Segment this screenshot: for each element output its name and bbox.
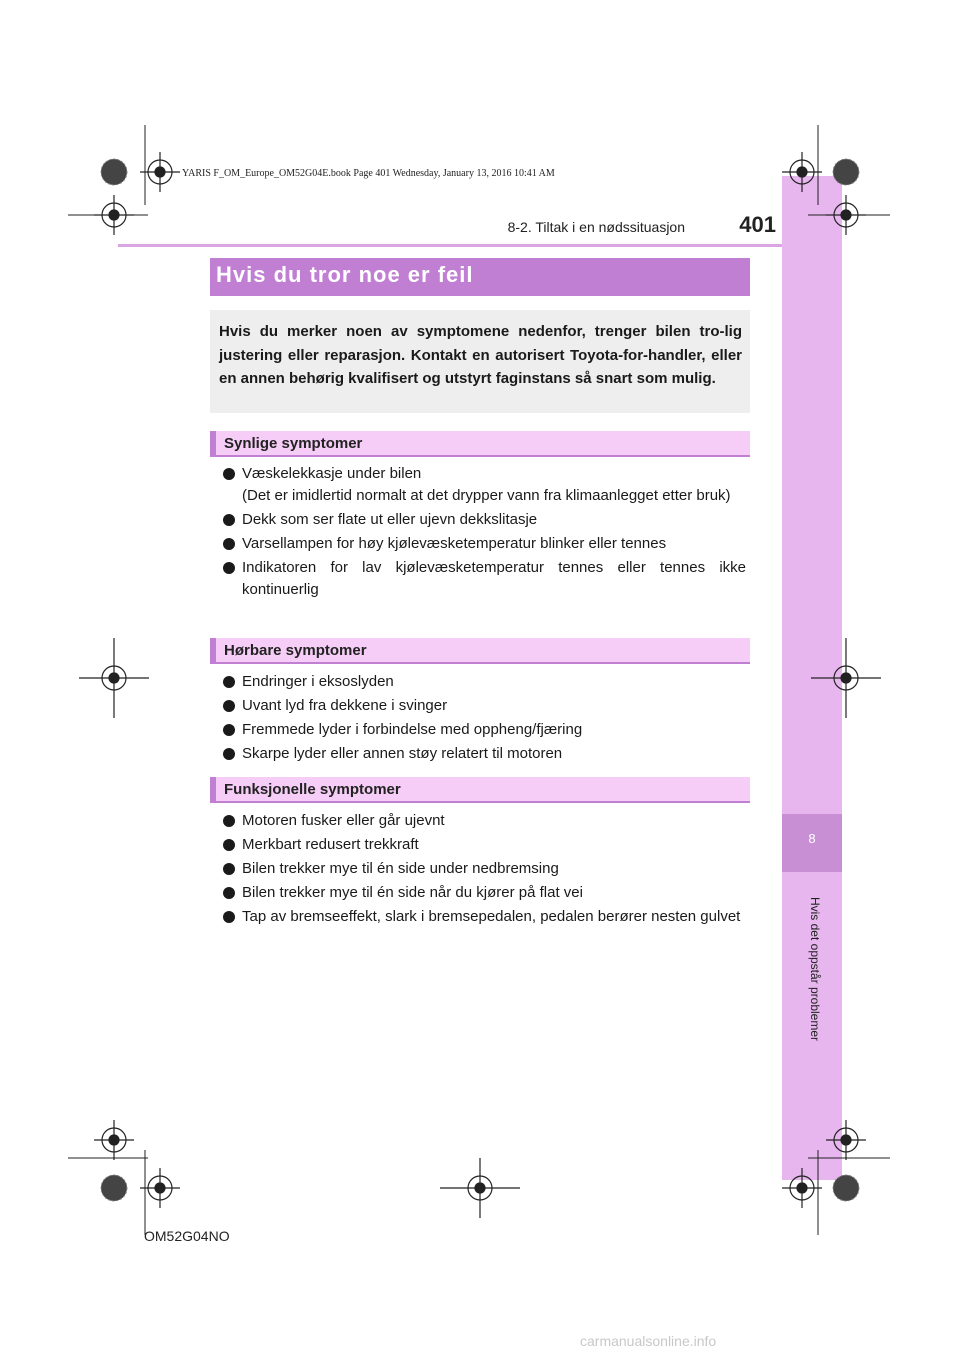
section-heading-visible: Synlige symptomer <box>210 431 750 457</box>
list-item: Indikatoren for lav kjølevæsketemperatur tennes eller tennes ikke kontinuerlig <box>210 557 746 601</box>
section-heading-functional: Funksjonelle symptomer <box>210 777 750 803</box>
list-item: Bilen trekker mye til én side når du kjører på flat vei <box>210 882 746 904</box>
list-item: Skarpe lyder eller annen støy relatert til motoren <box>210 743 746 765</box>
book-info: YARIS F_OM_Europe_OM52G04E.book Page 401 Wednesday, January 13, 2016 10:41 AM <box>182 168 555 179</box>
list-item: Endringer i eksoslyden <box>210 671 746 693</box>
list-item: Uvant lyd fra dekkene i svinger <box>210 695 746 717</box>
list-item: Væskelekkasje under bilen (Det er imidlertid normalt at det drypper vann fra klimaanlegget etter bruk) <box>210 463 746 507</box>
watermark: carmanualsonline.info <box>580 1333 717 1349</box>
document-code: OM52G04NO <box>144 1228 230 1244</box>
chapter-number: 8 <box>782 814 842 872</box>
page-title: Hvis du tror noe er feil <box>210 258 750 296</box>
list-item: Motoren fusker eller går ujevnt <box>210 810 746 832</box>
list-item: Tap av bremseeffekt, slark i bremsepedalen, pedalen berører nesten gulvet <box>210 906 746 928</box>
crop-mark-icon <box>101 159 859 1201</box>
note-text: (Det er imidlertid normalt at det drypper vann fra klimaanlegget etter bruk) <box>242 487 731 504</box>
list-item: Fremmede lyder i forbindelse med oppheng/fjæring <box>210 719 746 741</box>
list-item: Varsellampen for høy kjølevæsketemperatur blinker eller tennes <box>210 533 746 555</box>
section-heading-audible: Hørbare symptomer <box>210 638 750 664</box>
list-item: Merkbart redusert trekkraft <box>210 834 746 856</box>
page-number: 401 <box>739 212 776 237</box>
registration-target-icon <box>79 152 881 1218</box>
section-label: 8-2. Tiltak i en nødssituasjon <box>507 219 685 235</box>
chapter-title: Hvis det oppstår problemer <box>808 896 822 1042</box>
list-item: Bilen trekker mye til én side under nedbremsing <box>210 858 746 880</box>
intro-box: Hvis du merker noen av symptomene nedenfor, trenger bilen tro-lig justering eller reparasjon. Kontakt en autorisert Toyota-for-handler, eller en annen behørig kvalifisert og utstyrt faginstans så snart som mulig. <box>210 310 750 413</box>
list-item: Dekk som ser flate ut eller ujevn dekkslitasje <box>210 509 746 531</box>
